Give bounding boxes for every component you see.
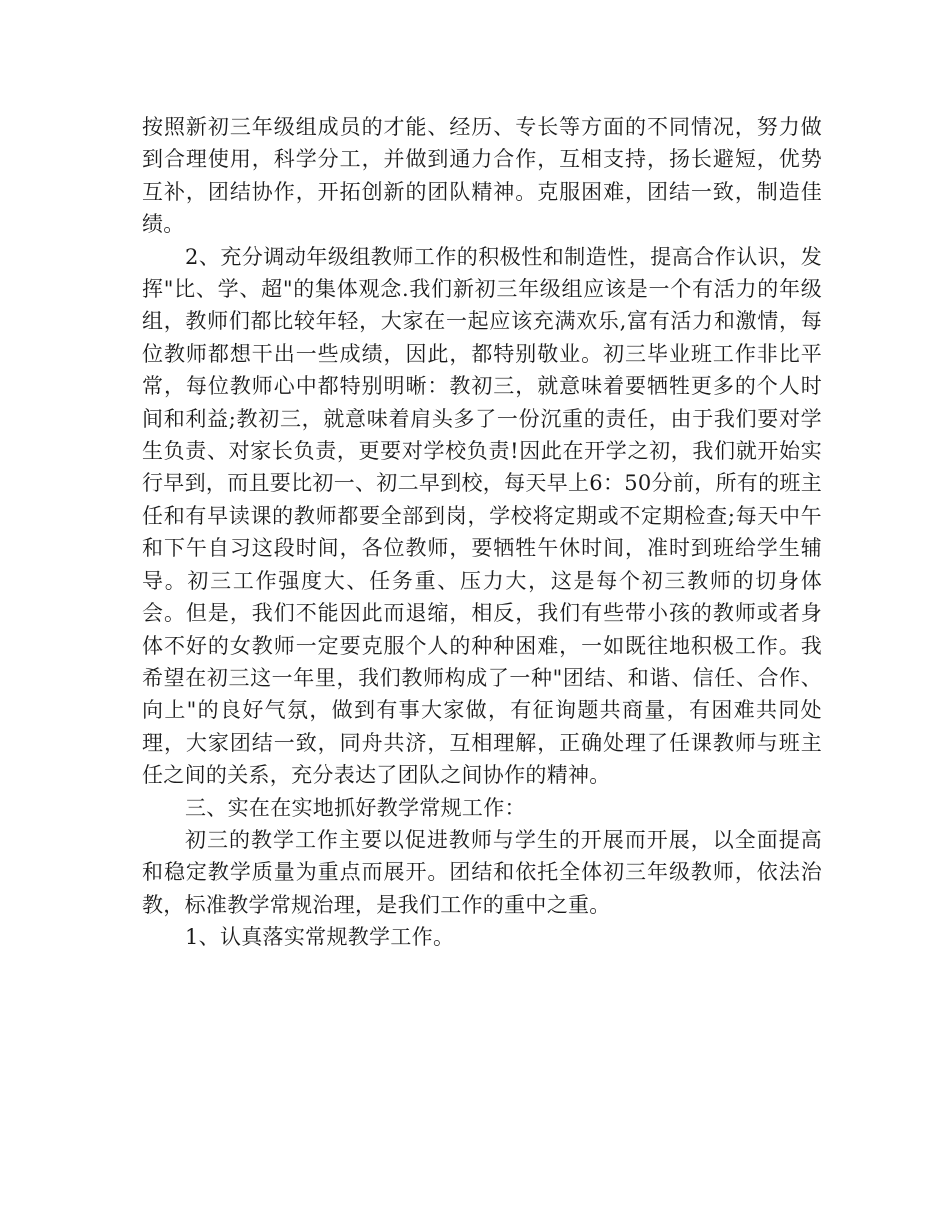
section-heading-3: 三、实在在实地抓好教学常规工作：: [185, 795, 526, 820]
paragraph-item-1: 1、认真落实常规教学工作。: [185, 925, 455, 950]
document-body: [142, 111, 822, 954]
paragraph-item-2: 2、充分调动年级组教师工作的积极性和制造性，提高合作认识，发挥"比、学、超"的集体观念.我们新初三年级组应该是一个有活力的年级组，教师们都比较年轻，大家在一起应该充满欢乐,富有活力和激情，每位教师都想干出一些成绩，因此，都特别敬业。初三毕业班工作非比平常，每位教师心中都特别明晰：教初三，就意味着要牺牲更多的个人时间和利益;教初三，就意味着肩头多了一份沉重的责任，由于我们要对学生负责、对家长负责，更要对学校负责!因此在开学之初，我们就开始实行早到，而且要比初一、初二早到校，每天早上6：50分前，所有的班主任和有早读课的教师都要全部到岗，学校将定期或不定期检查;每天中午和下午自习这段时间，各位教师，要牺牲午休时间，准时到班给学生辅导。初三工作强度大、任务重、压力大，这是每个初三教师的切身体会。但是，我们不能因此而退缩，相反，我们有些带小孩的教师或者身体不好的女教师一定要克服个人的种种困难，一如既往地积极工作。我希望在初三这一年里，我们教师构成了一种"团结、和谐、信任、合作、向上"的良好气氛，做到有事大家做，有征询题共商量，有困难共同处理，大家团结一致，同舟共济，互相理解，正确处理了任课教师与班主任之间的关系，充分表达了团队之间协作的精神。: [142, 244, 822, 788]
paragraph-section-intro: 初三的教学工作主要以促进教师与学生的开展而开展，以全面提高和稳定教学质量为重点而展开。团结和依托全体初三年级教师，依法治教，标准教学常规治理，是我们工作的重中之重。: [142, 827, 822, 917]
paragraph-continuation: 按照新初三年级组成员的才能、经历、专长等方面的不同情况，努力做到合理使用，科学分工，并做到通力合作，互相支持，扬长避短，优势互补，团结协作，开拓创新的团队精神。克服困难，团结一致，制造佳绩。: [142, 115, 822, 237]
